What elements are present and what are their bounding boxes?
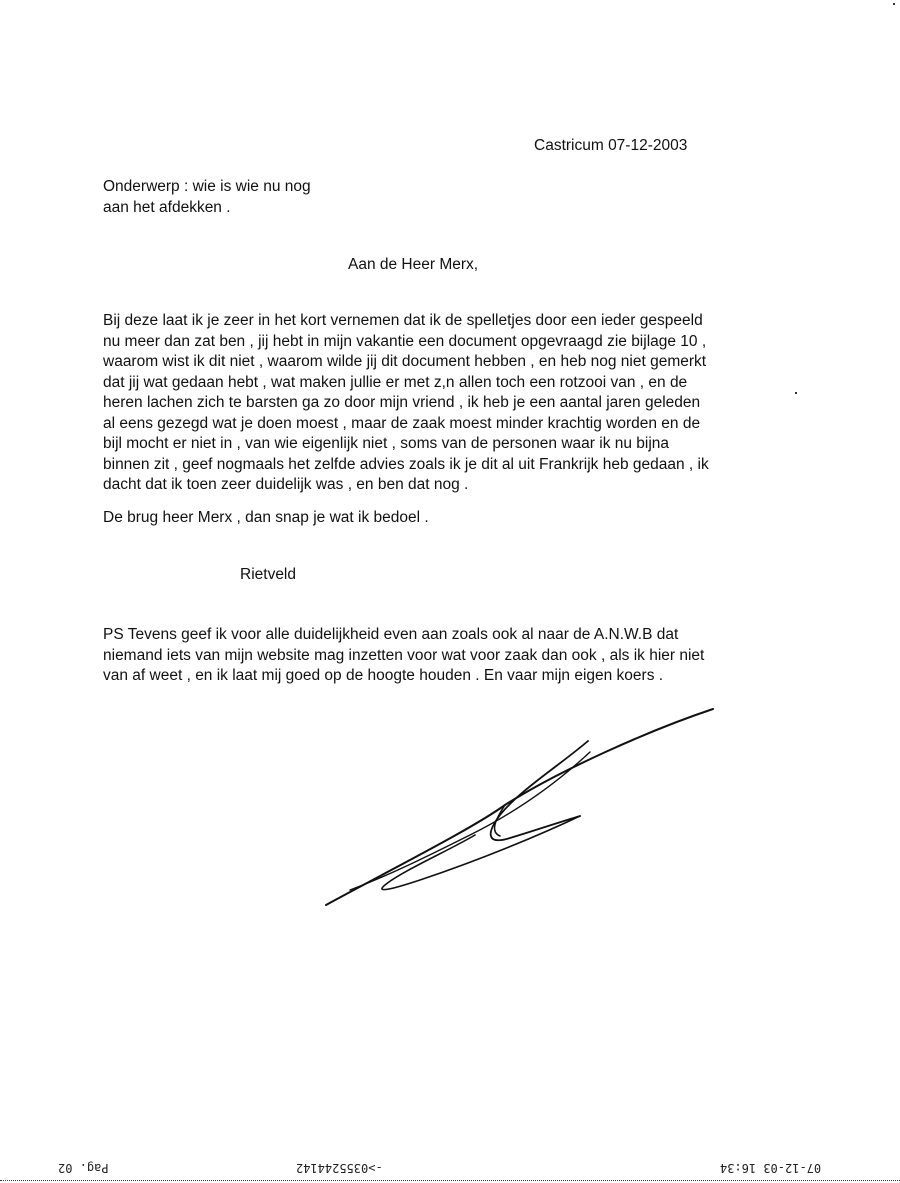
subject-line: Onderwerp : wie is wie nu nog	[103, 178, 311, 195]
place-date: Castricum 07-12-2003	[534, 137, 688, 154]
fax-phone-number: ->0355244142	[296, 1161, 383, 1175]
body-line: dat jij wat gedaan hebt , wat maken jullie er met z,n allen toch een rotzooi van , en de	[103, 373, 688, 391]
closing-line: De brug heer Merx , dan snap je wat ik bedoel .	[103, 509, 429, 526]
body-line: al eens gezegd wat je doen moest , maar de zaak moest minder krachtig worden en de	[103, 414, 701, 432]
fax-dotted-rule	[0, 1180, 900, 1181]
ps-line: niemand iets van mijn website mag inzetten voor wat voor zaak dan ook , als ik hier niet	[103, 646, 705, 664]
fax-timestamp: 07-12-03 16:34	[720, 1161, 822, 1175]
salutation: Aan de Heer Merx,	[348, 256, 479, 273]
subject-line: aan het afdekken .	[103, 198, 231, 216]
signature-name: Rietveld	[240, 566, 296, 583]
body-line: heren lachen zich te barsten ga zo door mijn vriend , ik heb je een aantal jaren geleden	[103, 394, 701, 411]
scan-speck	[795, 392, 797, 394]
fax-page-label: Pag. 02	[58, 1161, 109, 1175]
body-line: waarom wist ik dit niet , waarom wilde jij dit document hebben , en heb nog niet gemerkt	[103, 353, 707, 370]
scan-speck	[893, 3, 895, 5]
body-line: bijl mocht er niet in , van wie eigenlijk niet , soms van de personen waar ik nu bijna	[103, 435, 670, 452]
body-line: dacht dat ik toen zeer duidelijk was , en ben dat nog .	[103, 476, 469, 493]
ps-line: van af weet , en ik laat mij goed op de hoogte houden . En vaar mijn eigen koers .	[103, 667, 664, 684]
body-line: binnen zit , geef nogmaals het zelfde advies zoals ik je dit al uit Frankrijk heb gedaan , ik	[103, 455, 709, 473]
body-line: Bij deze laat ik je zeer in het kort vernemen dat ik de spelletjes door een ieder gespeeld	[103, 312, 703, 329]
body-line: nu meer dan zat ben , jij hebt in mijn vakantie een document opgevraagd zie bijlage 10 ,	[103, 332, 707, 350]
ps-line: PS Tevens geef ik voor alle duidelijkheid even aan zoals ook al naar de A.N.W.B dat	[103, 626, 679, 643]
